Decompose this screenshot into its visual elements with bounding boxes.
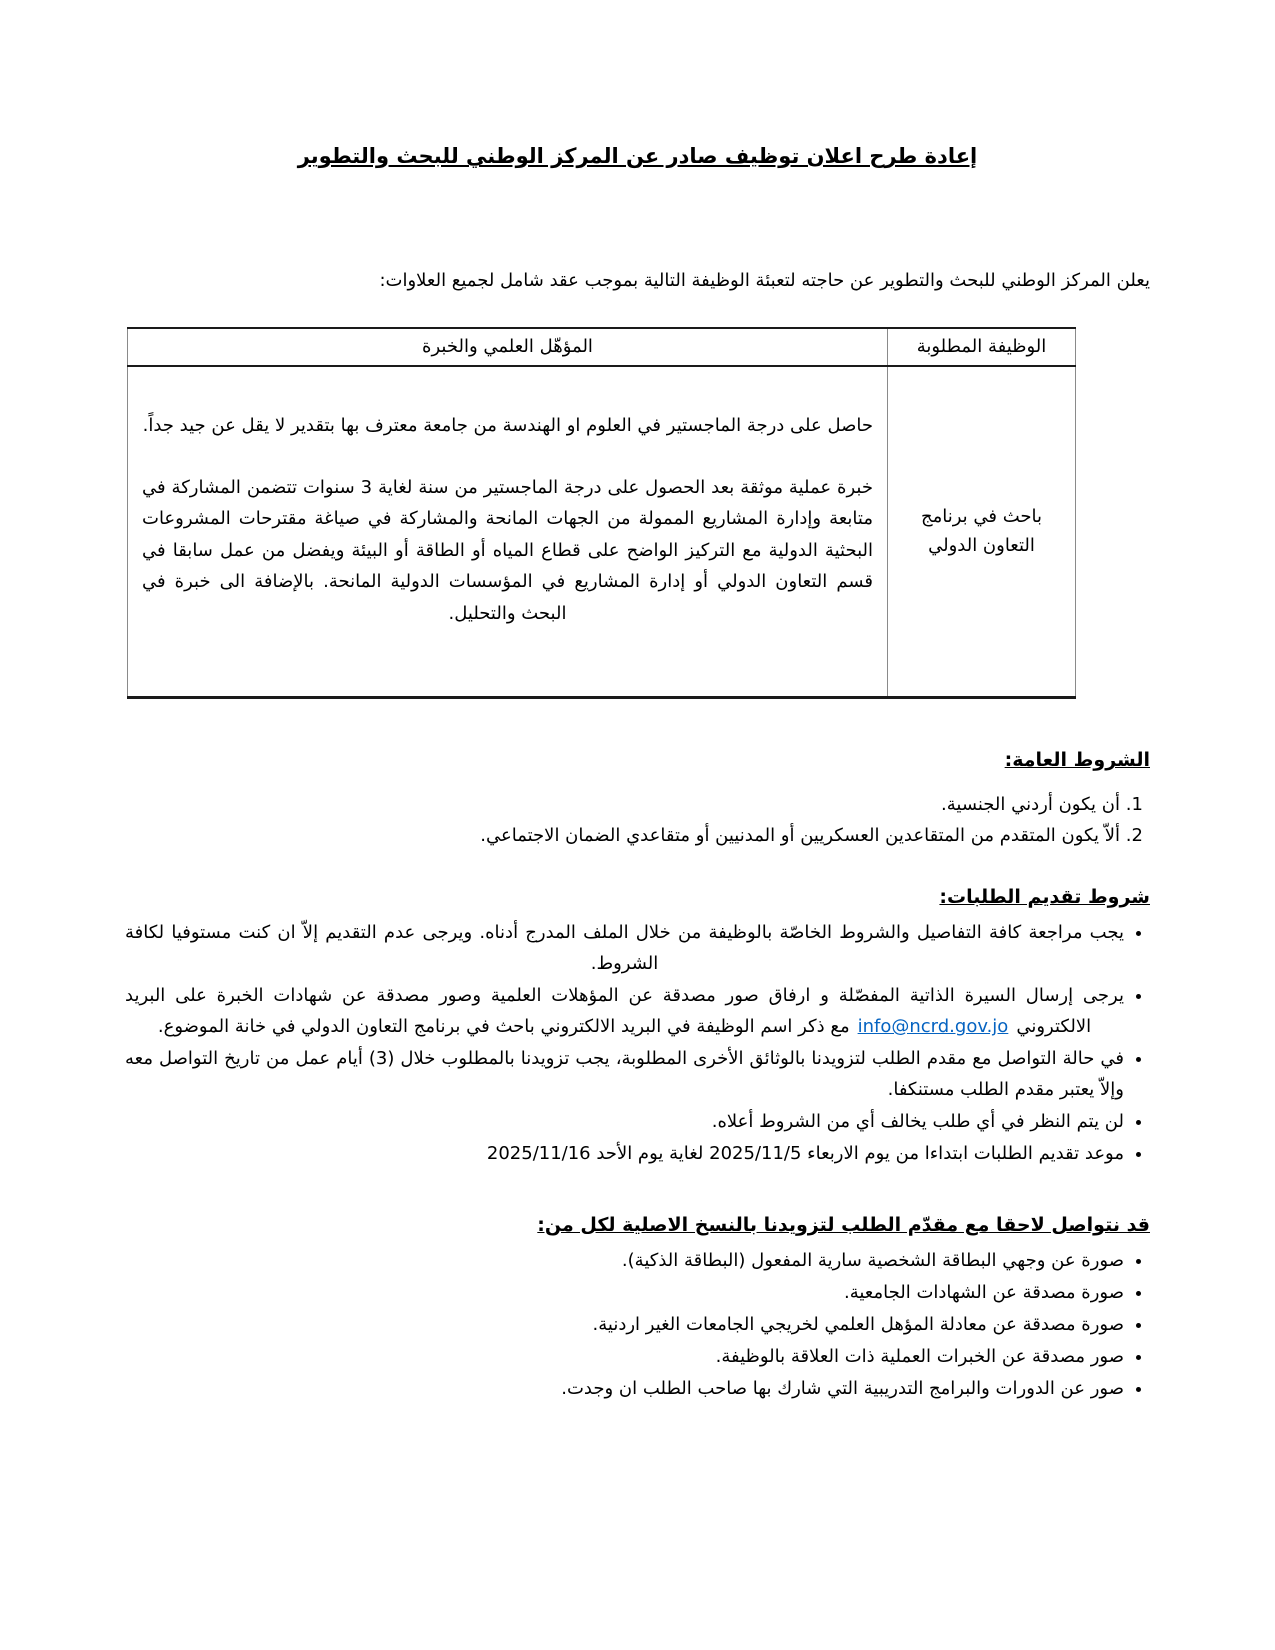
original-document-item: • صورة عن وجهي البطاقة الشخصية سارية المفعول (البطاقة الذكية). (125, 1246, 1124, 1277)
qualification-paragraph-1: حاصل على درجة الماجستير في العلوم او الهندسة من جامعة معترف بها بتقدير لا يقل عن جيد جداً. (142, 415, 873, 437)
original-document-item: • صور عن الدورات والبرامج التدريبية التي شارك بها صاحب الطلب ان وجدت. (125, 1374, 1124, 1405)
general-condition-item: 2. ألاّ يكون المتقدم من المتقاعدين العسكريين أو المدنيين أو متقاعدي الضمان الاجتماعي. (125, 821, 1120, 852)
application-conditions-list (125, 918, 1150, 1170)
original-document-item: • صورة مصدقة عن معادلة المؤهل العلمي لخريجي الجامعات الغير اردنية. (125, 1310, 1124, 1341)
application-conditions-heading: شروط تقديم الطلبات: (939, 886, 1150, 909)
original-document-item: • صورة مصدقة عن الشهادات الجامعية. (125, 1278, 1124, 1309)
original-documents-heading: قد نتواصل لاحقا مع مقدّم الطلب لتزويدنا بالنسخ الاصلية لكل من: (537, 1214, 1150, 1237)
application-condition-item: • في حالة التواصل مع مقدم الطلب لتزويدنا بالوثائق الأخرى المطلوبة، يجب تزويدنا بالمطلوب خلال (3) أيام عمل من تاريخ التواصل معه وإلاّ يعتبر مقدم الطلب مستنكفا. (125, 1044, 1124, 1106)
table-header-position: الوظيفة المطلوبة (888, 328, 1076, 366)
general-condition-item: 1. أن يكون أردني الجنسية. (125, 790, 1120, 821)
email-item-text-before: يرجى إرسال السيرة الذاتية المفصّلة و ارفاق صور مصدقة عن المؤهلات العلمية وصور مصدقة عن شهادات الخبرة على البريد الالكتروني (125, 985, 1124, 1038)
general-conditions-section (125, 745, 1150, 852)
original-document-item: • صور مصدقة عن الخبرات العملية ذات العلاقة بالوظيفة. (125, 1342, 1124, 1373)
table-row (128, 366, 1076, 698)
application-condition-item-email (125, 981, 1124, 1043)
application-condition-item: • لن يتم النظر في أي طلب يخالف أي من الشروط أعلاه. (125, 1107, 1124, 1138)
qualification-cell (128, 366, 888, 698)
qualification-paragraph-2: خبرة عملية موثقة بعد الحصول على درجة الماجستير من سنة لغاية 3 سنوات تتضمن المشاركة في متابعة وإدارة المشاريع الممولة من الجهات المانحة والمشاركة في صياغة مقترحات المشروعات البحثية الدولية مع التركيز الواضح على قطاع المياه أو الطاقة أو البيئة ويفضل من عمل سابقا في قسم التعاون الدولي أو إدارة المشاريع في المؤسسات الدولية المانحة. بالإضافة الى خبرة في البحث والتحليل. (142, 476, 873, 624)
email-link[interactable]: info@ncrd.gov.jo (857, 1016, 1009, 1038)
table-header-row (128, 328, 1076, 366)
original-documents-list (125, 1246, 1150, 1405)
email-item-text-after: مع ذكر اسم الوظيفة في البريد الالكتروني باحث في برنامج التعاون الدولي في خانة الموضوع. (157, 1016, 850, 1038)
original-documents-section (125, 1210, 1150, 1405)
position-cell: باحث في برنامج التعاون الدولي (888, 366, 1076, 698)
application-conditions-section (125, 882, 1150, 1170)
job-table (127, 327, 1076, 700)
application-condition-item: • موعد تقديم الطلبات ابتداءا من يوم الاربعاء 2025/11/5 لغاية يوم الأحد 2025/11/16 (125, 1139, 1124, 1170)
application-condition-item: • يجب مراجعة كافة التفاصيل والشروط الخاصّة بالوظيفة من خلال الملف المدرج أدناه. ويرجى عدم التقديم إلاّ ان كنت مستوفيا لكافة الشروط. (125, 918, 1124, 980)
table-header-qualification: المؤهّل العلمي والخبرة (128, 328, 888, 366)
general-conditions-list (125, 790, 1150, 852)
general-conditions-heading: الشروط العامة: (1004, 749, 1150, 772)
page-title: إعادة طرح اعلان توظيف صادر عن المركز الوطني للبحث والتطوير (297, 144, 978, 168)
intro-paragraph: يعلن المركز الوطني للبحث والتطوير عن حاجته لتعبئة الوظيفة التالية بموجب عقد شامل لجميع العلاوات: (379, 270, 1150, 292)
